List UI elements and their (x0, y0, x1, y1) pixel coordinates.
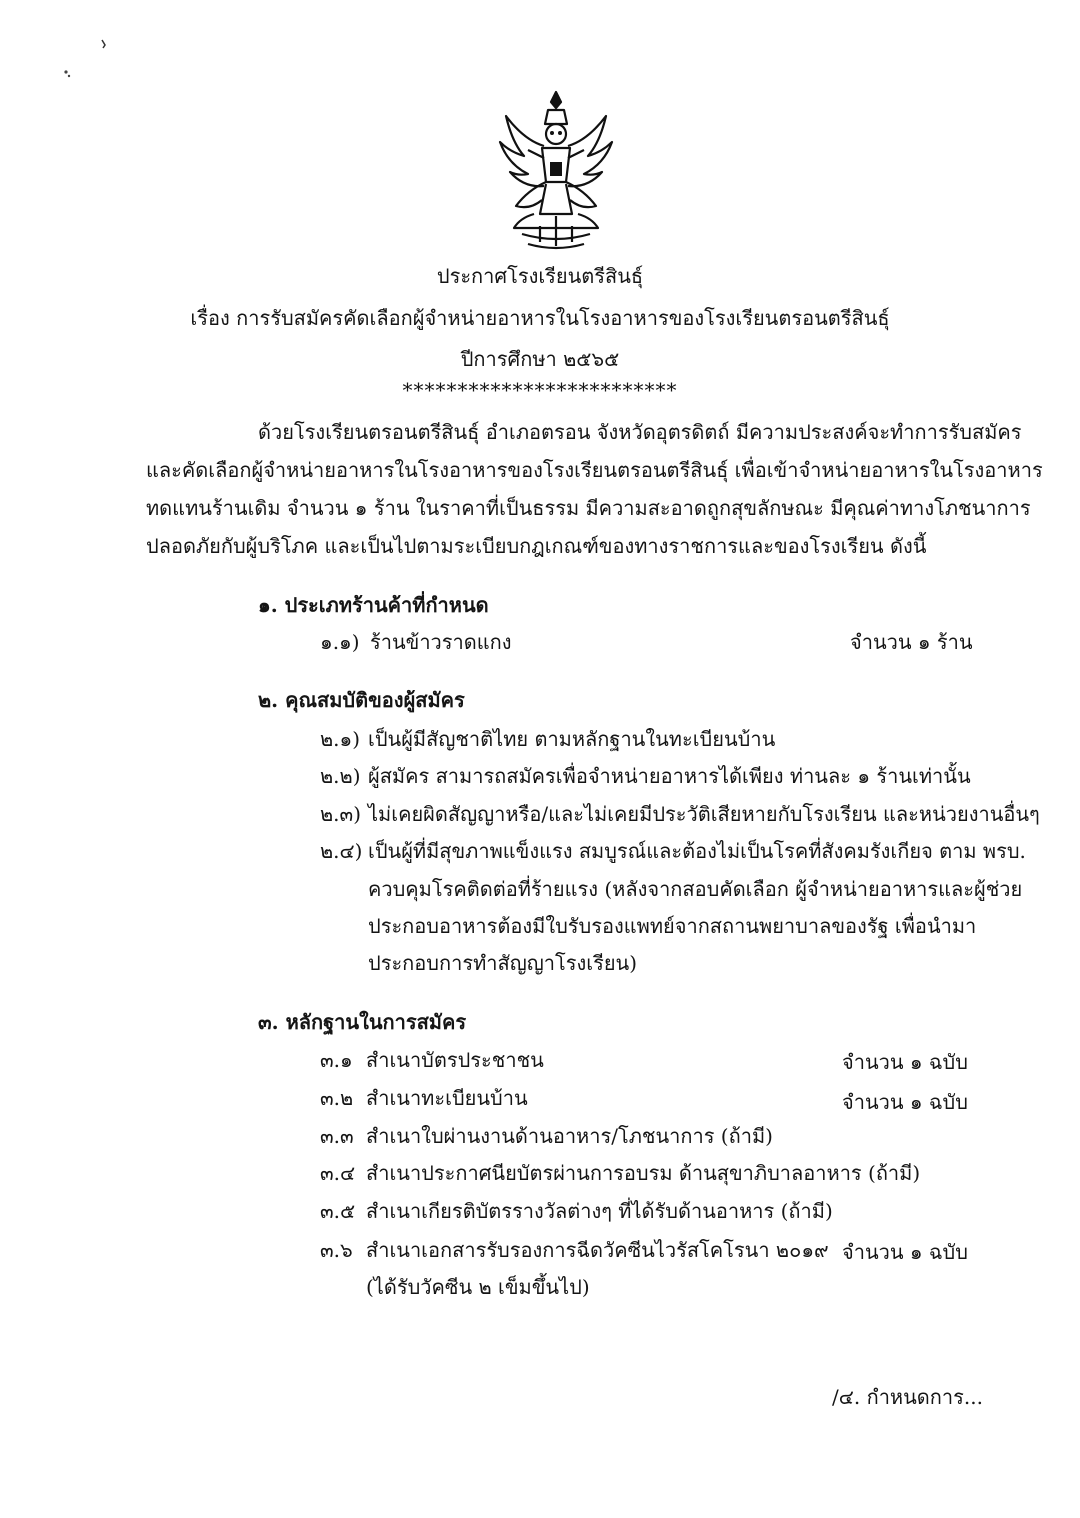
section-3-item-text: สำเนาใบผ่านงานด้านอาหาร/โภชนาการ (ถ้ามี) (366, 1124, 773, 1148)
section-2-item-number: ๒.๓) (320, 802, 362, 826)
section-2-item-text: ผู้สมัคร สามารถสมัครเพื่อจำหน่ายอาหารได้เพียง ท่านละ ๑ ร้านเท่านั้น (368, 764, 971, 788)
section-3-item-text: สำเนาประกาศนียบัตรผ่านการอบรม ด้านสุขาภิบาลอาหาร (ถ้ามี) (366, 1161, 921, 1185)
section-3-item-number: ๓.๔ (320, 1161, 356, 1185)
section-2-continuation-3: ประกอบการทำสัญญาโรงเรียน) (368, 951, 638, 975)
section-2-item-number: ๒.๒) (320, 764, 361, 788)
academic-year: ปีการศึกษา ๒๕๖๕ (460, 347, 620, 371)
intro-line-4: ปลอดภัยกับผู้บริโภค และเป็นไปตามระเบียบกฎเกณฑ์ของทางราชการและของโรงเรียน ดังนี้ (146, 534, 927, 558)
section-3-item-quantity: จำนวน ๑ ฉบับ (842, 1090, 968, 1114)
intro-line-3: ทดแทนร้านเดิม จำนวน ๑ ร้าน ในราคาที่เป็นธรรม มีความสะอาดถูกสุขลักษณะ มีคุณค่าทางโภชนาการ (146, 496, 1031, 520)
section-2-continuation-1: ควบคุมโรคติดต่อที่ร้ายแรง (หลังจากสอบคัดเลือก ผู้จำหน่ายอาหารและผู้ช่วย (368, 877, 1023, 901)
section-3-heading: ๓. หลักฐานในการสมัคร (258, 1010, 467, 1034)
section-3-item-text: สำเนาทะเบียนบ้าน (366, 1086, 528, 1110)
section-1-item-number: ๑.๑) (320, 630, 360, 654)
section-3-item-number: ๓.๕ (320, 1199, 356, 1223)
section-3-item-number: ๓.๖ (320, 1238, 353, 1262)
section-2-item-text: เป็นผู้ที่มีสุขภาพแข็งแรง สมบูรณ์และต้องไม่เป็นโรคที่สังคมรังเกียจ ตาม พรบ. (368, 839, 1026, 863)
section-3-item-text: สำเนาบัตรประชาชน (366, 1048, 544, 1072)
star-divider: ************************* (402, 378, 678, 402)
section-2-continuation-2: ประกอบอาหารต้องมีใบรับรองแพทย์จากสถานพยาบาลของรัฐ เพื่อนำมา (368, 914, 977, 938)
section-2-item-text: ไม่เคยผิดสัญญาหรือ/และไม่เคยมีประวัติเสียหายกับโรงเรียน และหน่วยงานอื่นๆ (368, 802, 1040, 826)
section-3-item-quantity: จำนวน ๑ ฉบับ (842, 1240, 968, 1264)
section-3-continuation: (ได้รับวัคซีน ๒ เข็มขึ้นไป) (366, 1275, 590, 1299)
intro-line-2: และคัดเลือกผู้จำหน่ายอาหารในโรงอาหารของโรงเรียนตรอนตรีสินธุ์ เพื่อเข้าจำหน่ายอาหารในโรงอาหาร (146, 458, 1043, 482)
section-1-item-quantity: จำนวน ๑ ร้าน (850, 630, 973, 654)
section-1-item-text: ร้านข้าวราดแกง (370, 630, 512, 654)
announcement-title: ประกาศโรงเรียนตรีสินธุ์ (436, 264, 644, 288)
scan-specks (60, 36, 120, 96)
next-page-continuation: /๔. กำหนดการ... (832, 1385, 983, 1409)
section-3-item-text: สำเนาเอกสารรับรองการฉีดวัคซีนไวรัสโคโรนา ๒๐๑๙ (366, 1238, 829, 1262)
section-3-item-text: สำเนาเกียรติบัตรรางวัลต่างๆ ที่ได้รับด้านอาหาร (ถ้ามี) (366, 1199, 833, 1223)
section-3-item-number: ๓.๒ (320, 1086, 354, 1110)
announcement-subject: เรื่อง การรับสมัครคัดเลือกผู้จำหน่ายอาหารในโรงอาหารของโรงเรียนตรอนตรีสินธุ์ (190, 306, 890, 330)
garuda-emblem (486, 88, 626, 258)
section-3-item-number: ๓.๓ (320, 1124, 354, 1148)
section-2-heading: ๒. คุณสมบัติของผู้สมัคร (258, 688, 465, 712)
section-2-item-number: ๒.๑) (320, 727, 361, 751)
section-1-heading: ๑. ประเภทร้านค้าที่กำหนด (258, 593, 489, 617)
intro-line-1: ด้วยโรงเรียนตรอนตรีสินธุ์ อำเภอตรอน จังหวัดอุตรดิตถ์ มีความประสงค์จะทำการรับสมัคร (258, 420, 1022, 444)
section-2-item-text: เป็นผู้มีสัญชาติไทย ตามหลักฐานในทะเบียนบ้าน (368, 727, 776, 751)
section-3-item-quantity: จำนวน ๑ ฉบับ (842, 1050, 968, 1074)
section-2-item-number: ๒.๔) (320, 839, 363, 863)
section-3-item-number: ๓.๑ (320, 1048, 353, 1072)
